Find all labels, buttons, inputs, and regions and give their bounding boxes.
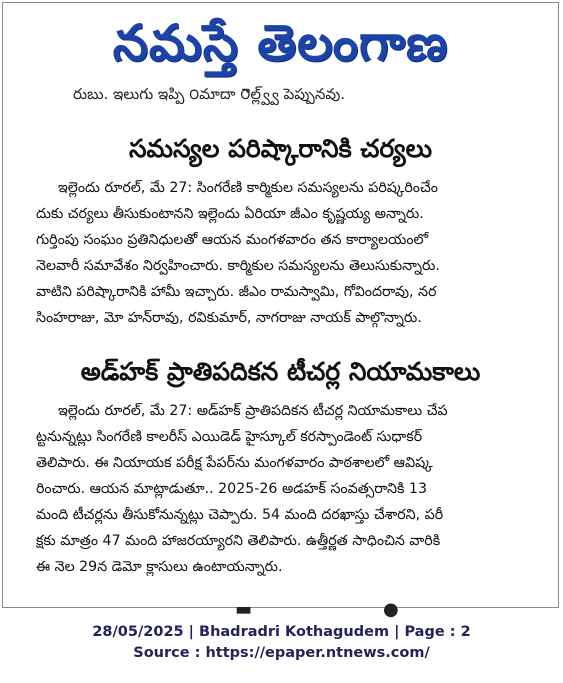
article-1-line: నెలవారీ సమావేశం నిర్వహించారు. కార్మికుల సమస్యలను తెలుసుకున్నారు. (36, 258, 440, 274)
article-2-line: క్షకు మాత్రం 47 మంది హాజరయ్యారని తెలిపారు. ఉత్తీర్ణత సాధించిన వారికి (36, 533, 441, 549)
article-1-line: దుకు చర్యలు తీసుకుంటానని ఇల్లెందు ఏరియా జీఎం కృష్ణయ్య అన్నారు. (36, 206, 424, 222)
article-2-line: ఇల్లెందు రూరల్, మే 27: అడ్‌హక్ ప్రాతిపదికన టీచర్ల నియామకాలు చేప (58, 403, 448, 419)
article-1-headline: సమస్యల పరిష్కారానికి చర్యలు (128, 134, 433, 163)
article-1-body (36, 175, 546, 331)
footer-date-edition: 28/05/2025 | Bhadradri Kothagudem | Page : 2 (92, 624, 471, 640)
article-2-line: మంది టీచర్లను తీసుకోనున్నట్లు చెప్పారు. 54 మంది దరఖాస్తు చేశారని, పరీ (36, 507, 444, 523)
cutoff-text-line (73, 85, 438, 105)
article-2-body (36, 398, 546, 580)
article-2-line: రించారు. ఆయన మాట్లాడుతూ.. 2025-26 అడహక్ సంవత్సరానికి 13 (36, 481, 427, 497)
article-2-line: ఈ నెల 29న డెమో క్లాసులు ఉంటాయన్నారు. (36, 559, 283, 575)
article-2-line: ట్టనున్నట్లు సింగరేణి కాలరీస్ ఎయిడెడ్ హైస్కూల్ కరస్పాండెంట్ సుధాకర్ (36, 429, 423, 445)
article-1-line: వాటిని పరిష్కారానికి హామీ ఇచ్చారు. జీఎం రామస్వామి, గోవిందరావు, నర (36, 284, 437, 300)
footer-source: Source : https://epaper.ntnews.com/ (133, 645, 430, 661)
article-2-line: తెలిపారు. ఈ నియాయక పరీక్ష పేపర్‌ను మంగళవారం పాఠశాలలో ఆవిష్క (36, 455, 433, 471)
masthead (3, 3, 558, 87)
cutoff-text: రుబు. ఇలుగు ఇప్పి ౦మాదా ౦ెల్ల్వ్వ్ పెప్పునవు. (73, 85, 346, 103)
article-1-line: సింహరాజు, మో హన్‌రావు, రవికుమార్, నాగరాజు నాయక్ పాల్గొన్నారు. (36, 310, 422, 326)
cutoff-fragment-left: ▬ (235, 599, 253, 620)
cutoff-fragment-right: ● (383, 599, 399, 620)
masthead-title: నమస్తే తెలంగాణ (112, 14, 449, 72)
article-2-headline: అడ్‌హక్ ప్రాతిపదికన టీచర్ల నియామకాలు (80, 357, 481, 386)
newspaper-clipping (2, 2, 559, 620)
article-1-line: ఇల్లెందు రూరల్, మే 27: సింగరేణి కార్మికుల సమస్యలను పరిష్కరించేం (58, 180, 438, 196)
article-1-line: గుర్తింపు సంఘం ప్రతినిధులతో ఆయన మంగళవారం తన కార్యాలయంలో (36, 232, 429, 248)
